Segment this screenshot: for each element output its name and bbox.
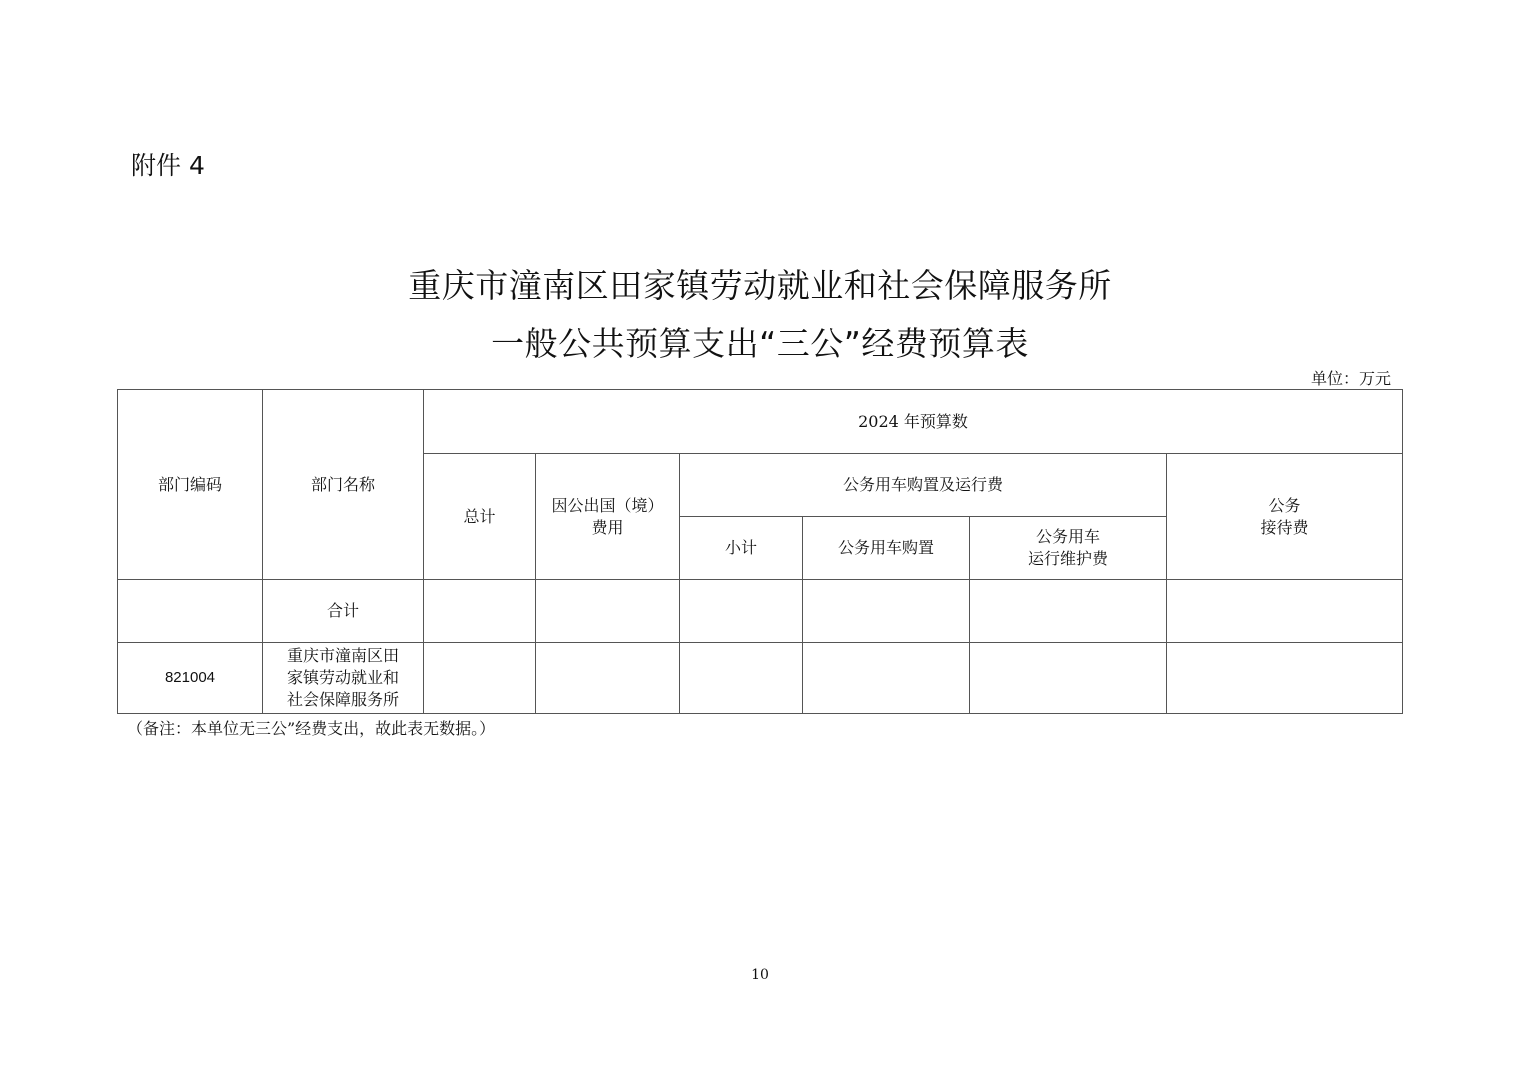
document-title-line2: 一般公共预算支出“三公”经费预算表: [491, 324, 1029, 363]
table-cell: [803, 643, 970, 714]
document-title-line1: 重庆市潼南区田家镇劳动就业和社会保障服务所: [408, 266, 1112, 305]
table-cell: [803, 580, 970, 643]
table-cell: [1167, 643, 1403, 714]
header-vehicle-running: [970, 517, 1167, 580]
header-abroad-line1: 因公出国（境）: [551, 495, 664, 515]
header-abroad: [536, 454, 680, 580]
table-cell: [680, 643, 803, 714]
row-total-name: 合计: [263, 580, 424, 643]
table-cell: [424, 580, 536, 643]
header-reception: [1167, 454, 1403, 580]
header-budget-year: 2024 年预算数: [424, 390, 1403, 454]
table-cell: [536, 643, 680, 714]
header-abroad-line2: 费用: [591, 517, 624, 537]
table-cell: [536, 580, 680, 643]
header-vehicle: 公务用车购置及运行费: [680, 454, 1167, 517]
table-cell: [970, 580, 1167, 643]
header-subtotal: 小计: [680, 517, 803, 580]
header-reception-line2: 接待费: [1260, 517, 1309, 537]
page-number: 10: [751, 967, 769, 983]
table-cell: [680, 580, 803, 643]
header-dept-code: 部门编码: [118, 390, 263, 580]
row-dept-name-line1: 重庆市潼南区田: [286, 646, 399, 665]
table-row-dept: [118, 643, 1403, 714]
header-dept-name: 部门名称: [263, 390, 424, 580]
table-row-total: [118, 580, 1403, 643]
header-reception-line1: 公务: [1268, 495, 1301, 515]
unit-label: 单位：万元: [1310, 369, 1391, 388]
table-cell: [424, 643, 536, 714]
row-total-code: [118, 580, 263, 643]
row-dept-name: [263, 643, 424, 714]
table-cell: [1167, 580, 1403, 643]
row-dept-code: 821004: [118, 643, 263, 714]
table-note: （备注：本单位无三公”经费支出，故此表无数据。）: [127, 719, 496, 738]
header-vehicle-running-line2: 运行维护费: [1027, 549, 1108, 568]
row-dept-name-line2: 家镇劳动就业和: [286, 668, 399, 687]
attachment-label: 附件 4: [131, 151, 205, 180]
header-vehicle-purchase: 公务用车购置: [803, 517, 970, 580]
budget-table: [117, 389, 1403, 714]
header-vehicle-running-line1: 公务用车: [1035, 527, 1100, 546]
table-cell: [970, 643, 1167, 714]
header-total: 总计: [424, 454, 536, 580]
row-dept-name-line3: 社会保障服务所: [286, 690, 399, 709]
